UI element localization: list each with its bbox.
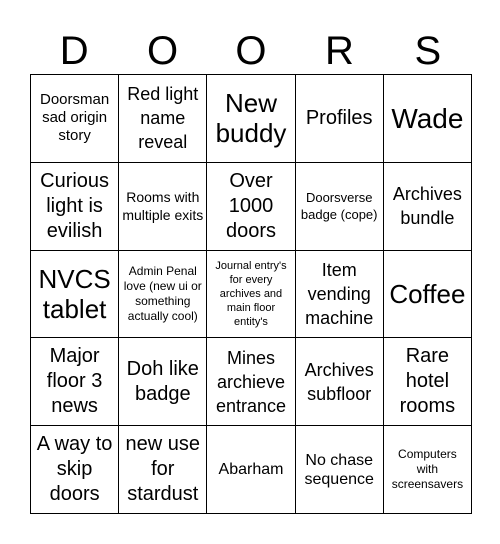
bingo-cell-r2c3[interactable] (207, 163, 295, 251)
cell-text: Rooms with multiple exits (122, 189, 204, 224)
cell-text: No chase sequence (304, 451, 374, 488)
bingo-board (30, 74, 472, 514)
bingo-cell-r1c4[interactable] (296, 75, 384, 163)
cell-text: Over 1000 doors (225, 169, 276, 242)
cell-text: Doh like badge (126, 357, 199, 405)
cell-text: Coffee (389, 278, 466, 309)
bingo-cell-r2c1[interactable] (31, 163, 119, 251)
bingo-cell-r2c4[interactable] (296, 163, 384, 251)
bingo-cell-r5c3[interactable] (207, 426, 295, 514)
bingo-cell-r3c3[interactable] (207, 251, 295, 339)
bingo-cell-r1c2[interactable] (119, 75, 207, 163)
cell-text: Wade (391, 102, 464, 134)
cell-text: Rare hotel rooms (399, 345, 456, 418)
cell-text: Major floor 3 news (46, 345, 103, 418)
cell-text: new use for stardust (125, 433, 201, 506)
cell-text: Curious light is evilish (40, 169, 110, 242)
header-letter-d: D (59, 29, 89, 73)
cell-text: Abarham (218, 461, 284, 479)
cell-text: Computers with screensavers (391, 447, 464, 492)
bingo-cell-r3c4[interactable] (296, 251, 384, 339)
cell-text: Item vending machine (305, 259, 374, 328)
cell-text: NVCS tablet (38, 263, 111, 324)
bingo-cell-r4c1[interactable] (31, 338, 119, 426)
cell-text: Doorsverse badge (cope) (300, 190, 378, 223)
cell-text: Archives bundle (392, 184, 462, 229)
cell-text: Archives subfloor (304, 359, 374, 404)
bingo-cell-r1c1[interactable] (31, 75, 119, 163)
bingo-cell-r4c5[interactable] (384, 338, 472, 426)
bingo-cell-r3c1[interactable] (31, 251, 119, 339)
cell-text: Doorsman sad origin story (39, 91, 110, 145)
bingo-cell-r5c4[interactable] (296, 426, 384, 514)
bingo-cell-r3c5[interactable] (384, 251, 472, 339)
cell-text: A way to skip doors (36, 433, 113, 506)
cell-text: Admin Penal love (new ui or something actually cool) (123, 263, 202, 323)
bingo-cell-r3c2[interactable] (119, 251, 207, 339)
bingo-cell-r1c5[interactable] (384, 75, 472, 163)
cell-text: Red light name reveal (127, 84, 199, 153)
header-letter-s: S (414, 29, 442, 73)
bingo-cell-r1c3[interactable] (207, 75, 295, 163)
header-letter-o1: O (147, 29, 179, 73)
header-letter-o2: O (235, 29, 267, 73)
bingo-cell-r4c4[interactable] (296, 338, 384, 426)
bingo-cell-r2c2[interactable] (119, 163, 207, 251)
header-letter-r: R (324, 29, 354, 73)
cell-text: Mines archieve entrance (215, 347, 287, 416)
bingo-header (30, 28, 472, 74)
bingo-cell-r4c2[interactable] (119, 338, 207, 426)
cell-text: Profiles (305, 106, 373, 129)
bingo-cell-r5c2[interactable] (119, 426, 207, 514)
bingo-cell-r2c5[interactable] (384, 163, 472, 251)
cell-text: Journal entry's for every archives and main floor entity's (215, 259, 287, 328)
bingo-cell-r5c1[interactable] (31, 426, 119, 514)
bingo-cell-r4c3[interactable] (207, 338, 295, 426)
cell-text: New buddy (215, 88, 287, 149)
bingo-cell-r5c5[interactable] (384, 426, 472, 514)
